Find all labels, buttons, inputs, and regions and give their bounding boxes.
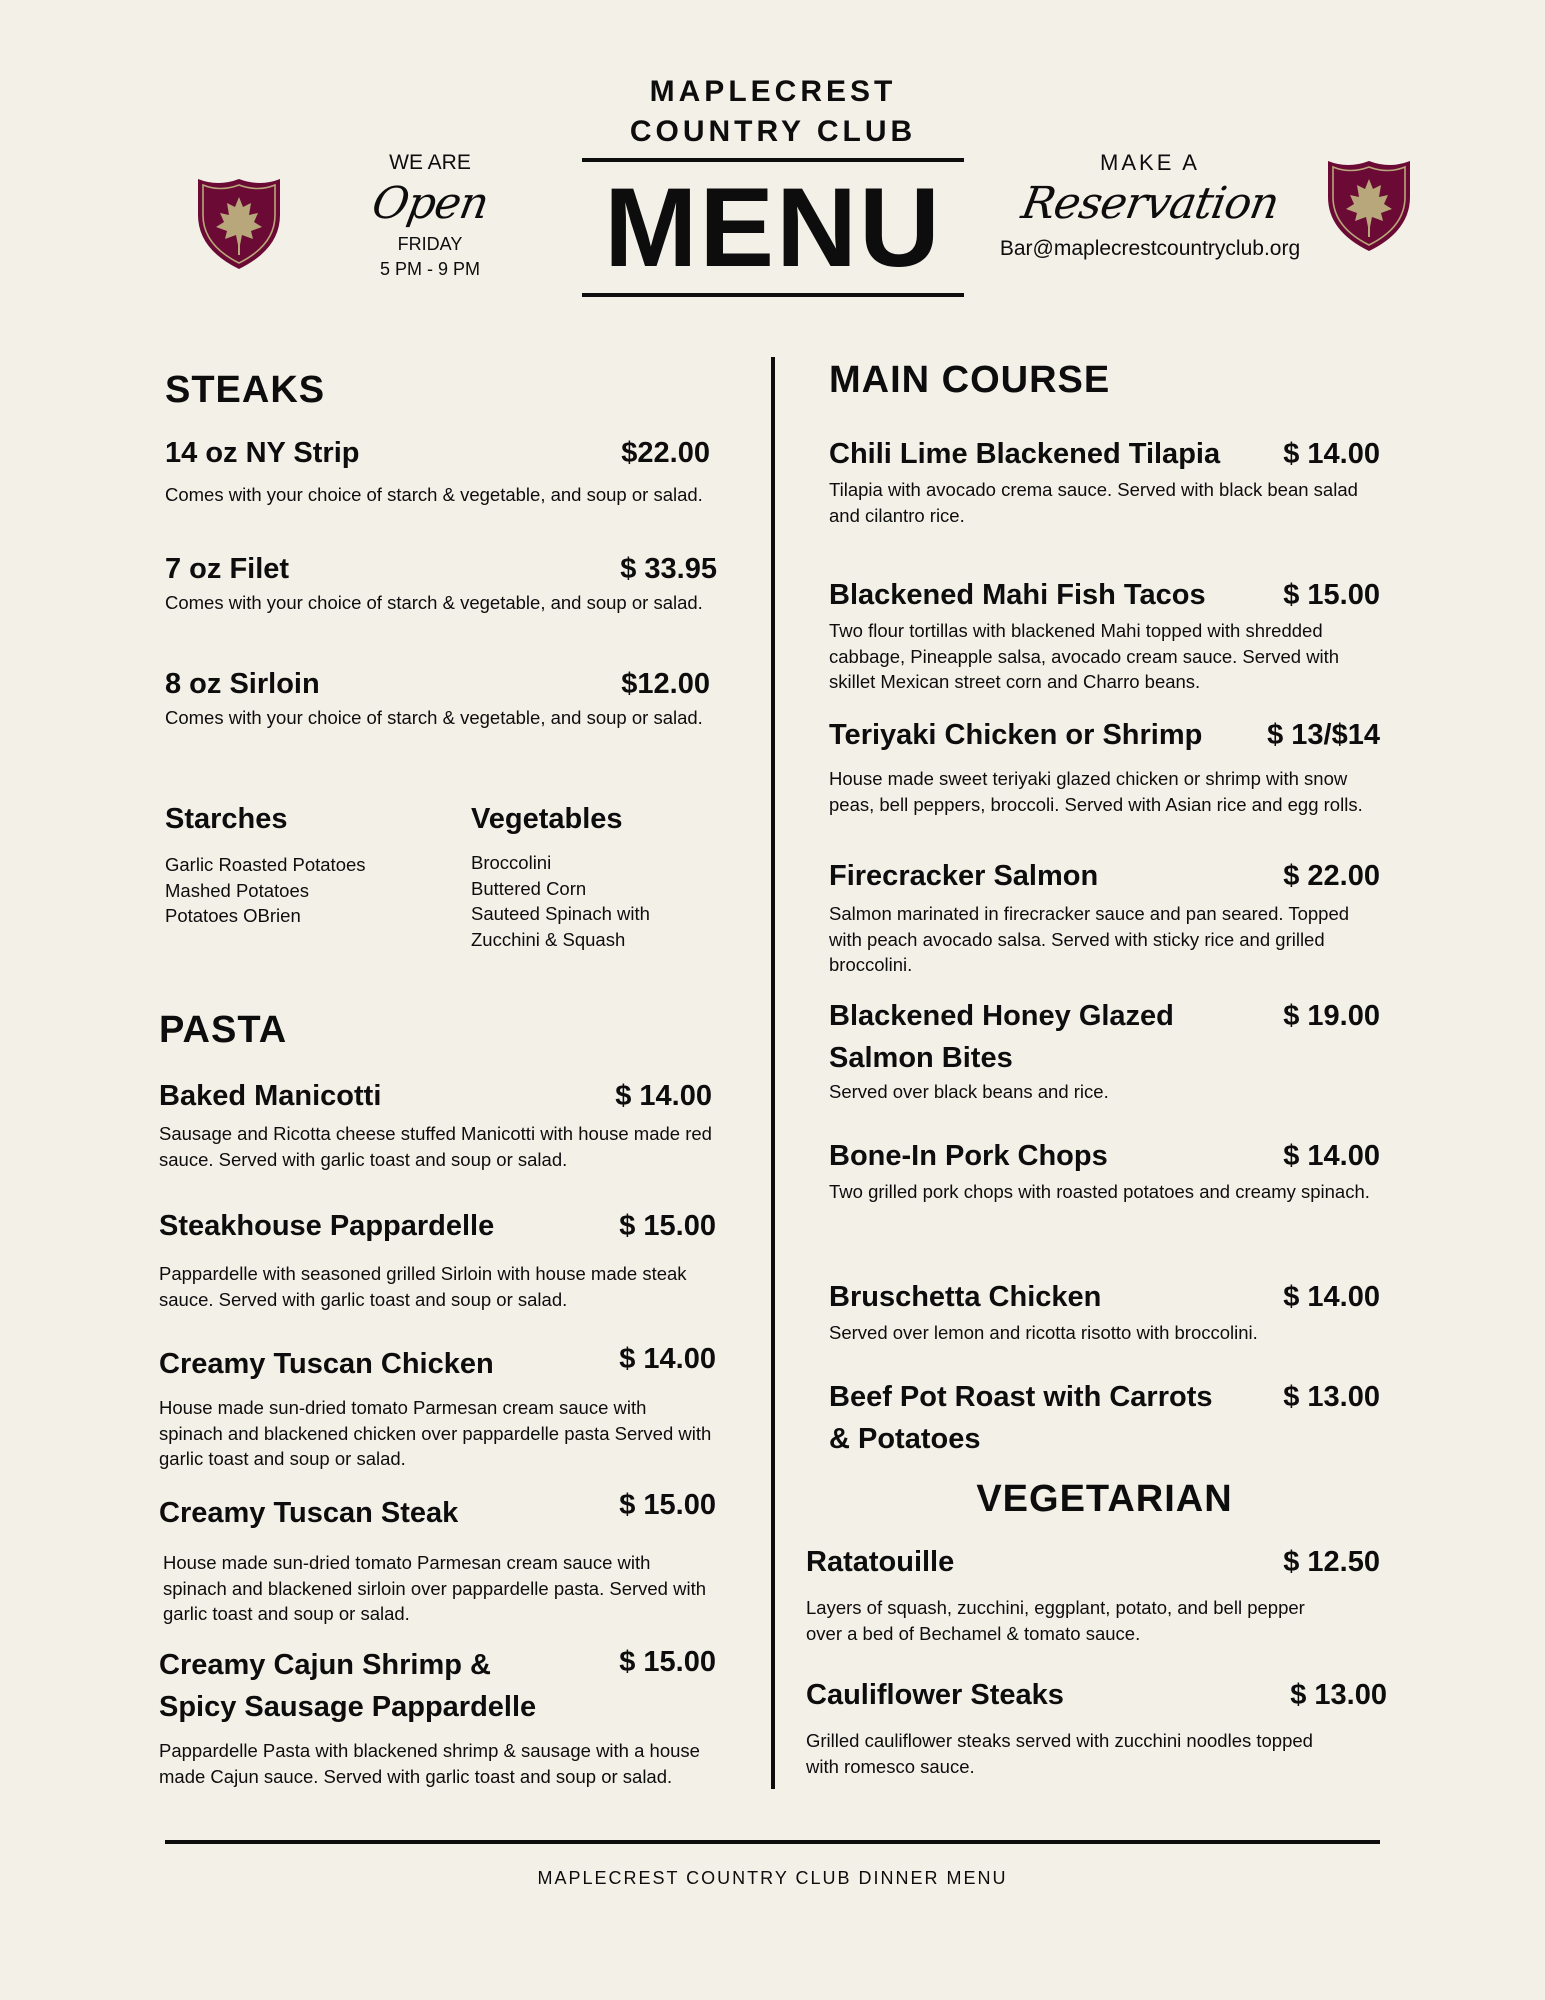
maple-leaf-shield-icon xyxy=(196,175,282,271)
item-name: Blackened Mahi Fish Tacos xyxy=(829,579,1206,611)
item-name: Ratatouille xyxy=(806,1546,955,1578)
column-divider xyxy=(771,357,775,1789)
item-description: Salmon marinated in firecracker sauce and pan seared. Topped with peach avocado salsa. Served with sticky rice and grilled broccolini. xyxy=(829,903,1350,975)
list-item: Zucchini & Squash xyxy=(471,928,626,950)
item-description: Comes with your choice of starch & vegetable, and soup or salad. xyxy=(165,592,703,613)
item-name: Steakhouse Pappardelle xyxy=(159,1210,495,1242)
item-name: 7 oz Filet xyxy=(165,553,290,585)
list-item: Sauteed Spinach with xyxy=(471,903,650,924)
reservation-info xyxy=(980,150,1320,264)
footer-text: MAPLECREST COUNTRY CLUB DINNER MENU xyxy=(537,1868,1008,1888)
item-name: Bruschetta Chicken xyxy=(829,1281,1102,1313)
menu-item xyxy=(829,714,1380,817)
starches-title: Starches xyxy=(165,803,288,835)
maple-leaf-shield-icon xyxy=(1326,157,1412,253)
list-item: Buttered Corn xyxy=(471,877,587,899)
menu-item xyxy=(159,1075,712,1172)
item-price: $ 14.00 xyxy=(1283,1281,1380,1313)
item-name: Cauliflower Steaks xyxy=(806,1679,1064,1711)
reservation-email-link[interactable]: Bar@maplecrestcountryclub.org xyxy=(999,237,1301,260)
item-price: $22.00 xyxy=(621,437,710,469)
item-name: Bone-In Pork Chops xyxy=(829,1140,1108,1172)
menu-item xyxy=(159,1338,716,1472)
list-item: Broccolini xyxy=(471,852,552,873)
menu-item xyxy=(829,1135,1380,1205)
item-price: $ 14.00 xyxy=(619,1343,716,1375)
item-description: Served over black beans and rice. xyxy=(829,1081,1109,1102)
item-description: Pappardelle with seasoned grilled Sirloin with house made steak sauce. Served with garlic toast and soup or salad. xyxy=(159,1263,687,1310)
club-name-line1: MAPLECREST xyxy=(649,75,897,108)
item-description: Two grilled pork chops with roasted potatoes and creamy spinach. xyxy=(829,1181,1370,1202)
section-title-main-course: MAIN COURSE xyxy=(829,359,1111,401)
menu-item xyxy=(159,1641,716,1789)
header-rule-top xyxy=(582,158,964,162)
club-name xyxy=(583,72,963,152)
item-name: Baked Manicotti xyxy=(159,1080,382,1112)
item-name: Creamy Tuscan Chicken xyxy=(159,1348,494,1380)
item-name: Creamy Cajun Shrimp & Spicy Sausage Pappardelle xyxy=(159,1649,537,1723)
item-description: Layers of squash, zucchini, eggplant, potato, and bell pepper over a bed of Bechamel & tomato sauce. xyxy=(806,1597,1305,1644)
item-description: Grilled cauliflower steaks served with zucchini noodles topped with romesco sauce. xyxy=(806,1730,1313,1777)
menu-item xyxy=(806,1674,1387,1779)
footer-rule xyxy=(165,1840,1380,1844)
item-price: $ 14.00 xyxy=(615,1080,712,1112)
menu-item xyxy=(829,855,1380,978)
club-name-line2: COUNTRY CLUB xyxy=(629,115,917,148)
open-day: FRIDAY xyxy=(397,234,463,254)
item-price: $ 13/$14 xyxy=(1267,719,1380,751)
item-price: $ 15.00 xyxy=(619,1210,716,1242)
header-rule-bottom xyxy=(582,293,964,297)
reservation-script: Reservation xyxy=(1017,178,1283,229)
menu-item xyxy=(165,548,717,616)
item-description: Comes with your choice of starch & vegetable, and soup or salad. xyxy=(165,707,703,728)
item-name: Creamy Tuscan Steak xyxy=(159,1497,459,1529)
item-description: Comes with your choice of starch & vegetable, and soup or salad. xyxy=(165,484,703,505)
list-item: Mashed Potatoes xyxy=(165,879,309,901)
item-price: $ 15.00 xyxy=(619,1489,716,1521)
section-title-vegetarian: VEGETARIAN xyxy=(976,1478,1233,1520)
item-name: Beef Pot Roast with Carrots & Potatoes xyxy=(829,1381,1213,1455)
opening-hours xyxy=(350,150,510,282)
item-price: $ 12.50 xyxy=(1283,1546,1380,1578)
item-description: House made sun-dried tomato Parmesan cream sauce with spinach and blackened chicken over pappardelle pasta Served with garlic toast and soup or salad. xyxy=(159,1397,712,1469)
item-description: Sausage and Ricotta cheese stuffed Manicotti with house made red sauce. Served with garlic toast and soup or salad. xyxy=(159,1123,712,1170)
menu-item xyxy=(806,1541,1380,1646)
item-description: Served over lemon and ricotta risotto with broccolini. xyxy=(829,1322,1258,1343)
item-name: 8 oz Sirloin xyxy=(165,668,320,700)
item-name: Firecracker Salmon xyxy=(829,860,1099,892)
starches-list xyxy=(165,800,366,929)
item-price: $ 14.00 xyxy=(1283,438,1380,470)
list-item: Garlic Roasted Potatoes xyxy=(165,854,366,875)
item-price: $12.00 xyxy=(621,668,710,700)
item-price: $ 14.00 xyxy=(1283,1140,1380,1172)
item-price: $ 19.00 xyxy=(1283,1000,1380,1032)
page-title: MENU xyxy=(604,165,942,290)
make-a-label: MAKE A xyxy=(1100,150,1200,175)
item-name: Teriyaki Chicken or Shrimp xyxy=(829,719,1203,751)
we-are-label: WE ARE xyxy=(389,151,471,174)
item-name: Blackened Honey Glazed Salmon Bites xyxy=(829,1000,1174,1074)
item-description: Pappardelle Pasta with blackened shrimp & sausage with a house made Cajun sauce. Served with garlic toast and soup or salad. xyxy=(159,1740,700,1787)
menu-item xyxy=(165,432,710,508)
menu-item xyxy=(159,1484,716,1627)
item-price: $ 13.00 xyxy=(1283,1381,1380,1413)
open-script: Open xyxy=(368,178,492,229)
item-name: 14 oz NY Strip xyxy=(165,437,360,469)
item-name: Chili Lime Blackened Tilapia xyxy=(829,438,1221,470)
vegetables-title: Vegetables xyxy=(471,803,623,835)
item-description: House made sun-dried tomato Parmesan cream sauce with spinach and blackened sirloin over pappardelle pasta. Served with garlic toast and soup or salad. xyxy=(163,1552,707,1624)
menu-item xyxy=(165,663,710,731)
menu-item xyxy=(829,1376,1380,1460)
section-title-pasta: PASTA xyxy=(159,1009,288,1051)
menu-item xyxy=(829,1276,1380,1346)
open-hours: 5 PM - 9 PM xyxy=(379,259,481,279)
item-price: $ 13.00 xyxy=(1290,1679,1387,1711)
list-item: Potatoes OBrien xyxy=(165,905,301,926)
item-description: House made sweet teriyaki glazed chicken or shrimp with snow peas, bell peppers, broccoli. Served with Asian rice and egg rolls. xyxy=(829,768,1363,815)
item-price: $ 15.00 xyxy=(1283,579,1380,611)
menu-item xyxy=(829,433,1380,528)
item-description: Tilapia with avocado crema sauce. Served with black bean salad and cilantro rice. xyxy=(829,479,1358,526)
section-title-steaks: STEAKS xyxy=(165,369,326,411)
menu-item xyxy=(159,1205,716,1312)
vegetables-list xyxy=(471,800,650,952)
item-price: $ 15.00 xyxy=(619,1646,716,1678)
menu-item xyxy=(829,574,1380,695)
item-description: Two flour tortillas with blackened Mahi topped with shredded cabbage, Pineapple salsa, avocado cream sauce. Served with skillet Mexican street corn and Charro beans. xyxy=(829,620,1340,692)
menu-item xyxy=(829,995,1380,1105)
item-price: $ 33.95 xyxy=(620,553,717,585)
item-price: $ 22.00 xyxy=(1283,860,1380,892)
